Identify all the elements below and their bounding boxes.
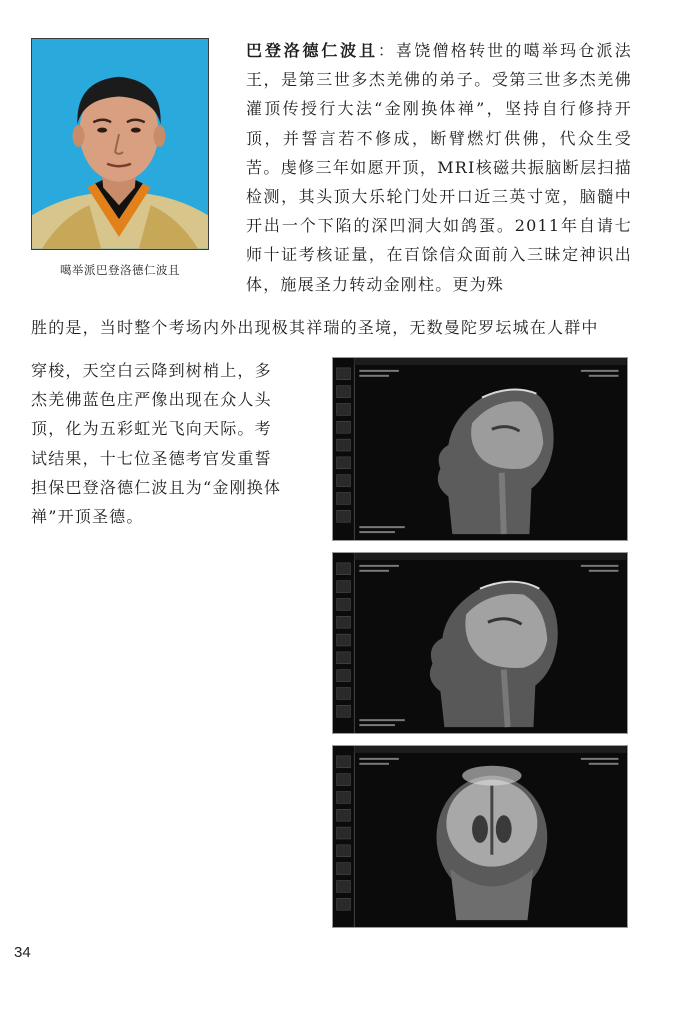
article-paragraph-intro xyxy=(246,36,632,299)
mri-scan-sagittal-2 xyxy=(332,552,628,734)
mri-scan-sagittal-1 xyxy=(332,357,628,541)
article-paragraph-continued: 胜的是，当时整个考场内外出现极其祥瑞的圣境，无数曼陀罗坛城在人群中 xyxy=(31,318,599,337)
page-number: 34 xyxy=(14,944,31,961)
rinpoche-name: 巴登洛德仁波且 xyxy=(246,41,378,60)
intro-text: ：喜饶僧格转世的噶举玛仓派法王，是第三世多杰羌佛的弟子。受第三世多杰羌佛灌顶传授行大法“金刚换体禅”，坚持自行修持开顶，并誓言若不修成，断臂燃灯供佛，代众生受苦。虔修三年如愿开顶，MRI核磁共振脑断层扫描检测，其头顶大乐轮门处开口近三英寸宽，脑髓中开出一个下陷的深凹洞大如鸽蛋。2011年自请七师十证考核证量，在百馀信众面前入三昧定神识出体，施展圣力转动金刚柱。更为殊 xyxy=(246,41,632,294)
mri-scan-coronal xyxy=(332,745,628,928)
article-paragraph-closing: 穿梭，天空白云降到树梢上，多杰羌佛蓝色庄严像出现在众人头顶，化为五彩虹光飞向天际。考试结果，十七位圣德考官发重誓担保巴登洛德仁波且为“金刚换体禅”开顶圣德。 xyxy=(31,361,282,527)
portrait-caption: 噶举派巴登洛德仁波且 xyxy=(60,263,180,277)
portrait-photo xyxy=(31,38,209,250)
